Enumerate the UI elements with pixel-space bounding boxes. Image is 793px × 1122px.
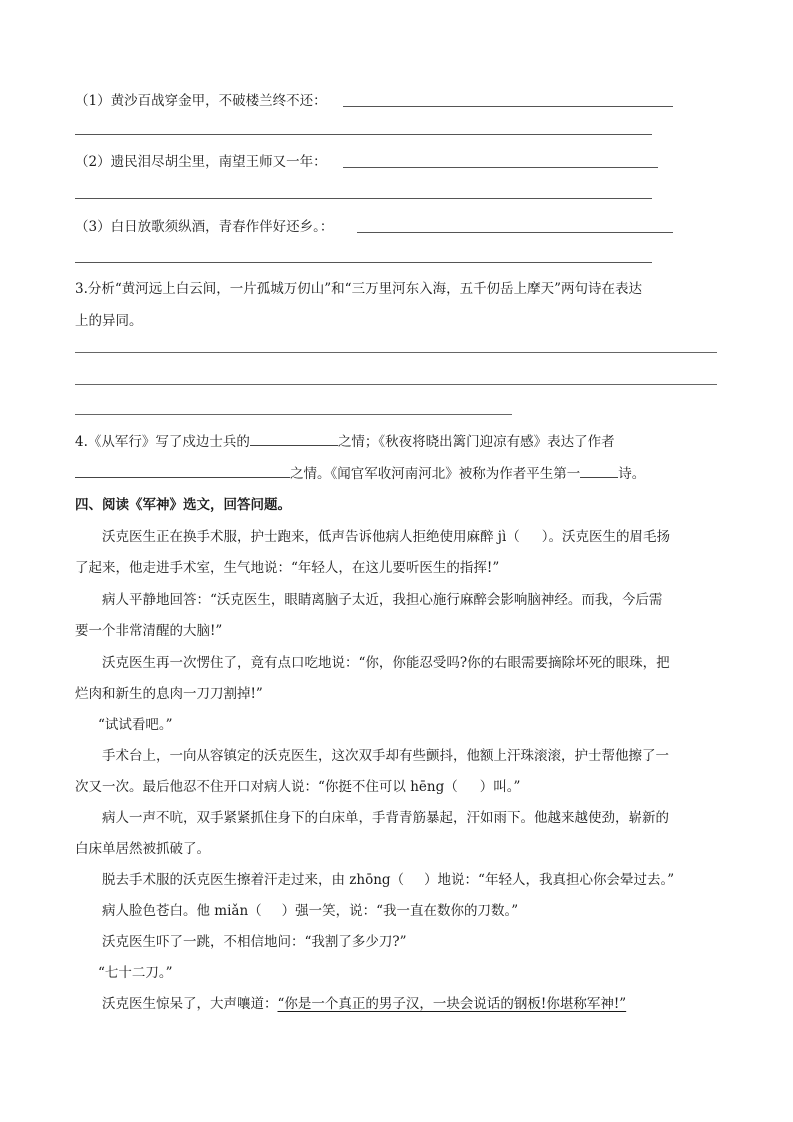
passage-p11: 沃克医生惊呆了，大声嚷道：“你是一个真正的男子汉，一块会说话的钢板!你堪称军神!”	[102, 996, 627, 1012]
q3-answer-line-1[interactable]	[75, 352, 717, 353]
q3-answer-line-2[interactable]	[75, 384, 717, 385]
answer-blank-3b[interactable]	[75, 262, 652, 263]
q4-blank-3[interactable]	[580, 463, 618, 478]
passage-p3-line1: 沃克医生再一次愣住了，竟有点口吃地说：“你，你能忍受吗?你的右眼需要摘除坏死的眼珠，把	[102, 655, 670, 671]
answer-blank-2b[interactable]	[75, 198, 652, 199]
q2-item-1: （1）黄沙百战穿金甲，不破楼兰终不还：	[75, 93, 327, 109]
q2-item-2: （2）遗民泪尽胡尘里，南望王师又一年：	[75, 154, 327, 170]
passage-p3-line2: 烂肉和新生的息肉一刀刀割掉!”	[75, 686, 263, 702]
passage-p5-line2: 次又一次。最后他忍不住开口对病人说：“你挺不住可以 hēng（ ）叫。”	[75, 779, 521, 795]
answer-blank-2a[interactable]	[343, 167, 658, 168]
passage-p8: 病人脸色苍白。他 miǎn（ ）强一笑，说：“我一直在数你的刀数。”	[102, 903, 519, 919]
passage-p9: 沃克医生吓了一跳，不相信地问：“我割了多少刀?”	[102, 934, 407, 950]
q2-item-3: （3）白日放歌须纵酒，青春作伴好还乡。：	[75, 219, 334, 235]
passage-p2-line2: 要一个非常清醒的大脑!”	[75, 623, 223, 639]
passage-p5-line1: 手术台上，一向从容镇定的沃克医生，这次双手却有些颤抖，他额上汗珠滚滚，护士帮他擦了一	[102, 748, 669, 764]
passage-p7: 脱去手术服的沃克医生擦着汗走过来，由 zhōng（ ）地说：“年轻人，我真担心你会晕过去。”	[102, 872, 675, 888]
q3-prompt-line2: 上的异同。	[75, 313, 143, 329]
q4-line1: 4.《从军行》写了戍边士兵的 之情；《秋夜将晓出篱门迎凉有感》表达了作者	[75, 431, 615, 452]
passage-p4: “试试看吧。”	[98, 717, 173, 733]
answer-blank-1b[interactable]	[75, 134, 652, 135]
passage-p2-line1: 病人平静地回答：“沃克医生，眼睛离脑子太近，我担心施行麻醉会影响脑神经。而我，今后需	[102, 592, 663, 608]
underlined-quote: “你是一个真正的男子汉，一块会说话的钢板!你堪称军神!”	[277, 996, 627, 1012]
passage-p6-line2: 白床单居然被抓破了。	[75, 841, 210, 857]
answer-blank-3a[interactable]	[357, 232, 673, 233]
answer-blank-1a[interactable]	[343, 106, 673, 107]
q3-prompt-line1: 3.分析“黄河远上白云间，一片孤城万仞山”和“三万里河东入海，五千仞岳上摩天”两句诗在表达	[75, 281, 642, 297]
passage-p6-line1: 病人一声不吭，双手紧紧抓住身下的白床单，手背青筋暴起，汗如雨下。他越来越使劲，崭新的	[102, 810, 669, 826]
q4-line2: 之情。《闻官军收河南河北》被称为作者平生第一 诗。	[75, 463, 645, 484]
passage-p10: “七十二刀。”	[98, 965, 173, 981]
passage-p1-line1: 沃克医生正在换手术服，护士跑来，低声告诉他病人拒绝使用麻醉 jì（ ）。沃克医生的眉毛扬	[102, 529, 671, 545]
section4-title: 四、阅读《军神》选文，回答问题。	[75, 497, 291, 513]
q4-blank-1[interactable]	[250, 431, 338, 446]
q3-answer-line-3[interactable]	[75, 414, 512, 415]
q4-blank-2[interactable]	[75, 463, 290, 478]
passage-p1-line2: 了起来，他走进手术室，生气地说：“年轻人，在这儿要听医生的指挥!”	[75, 560, 500, 576]
